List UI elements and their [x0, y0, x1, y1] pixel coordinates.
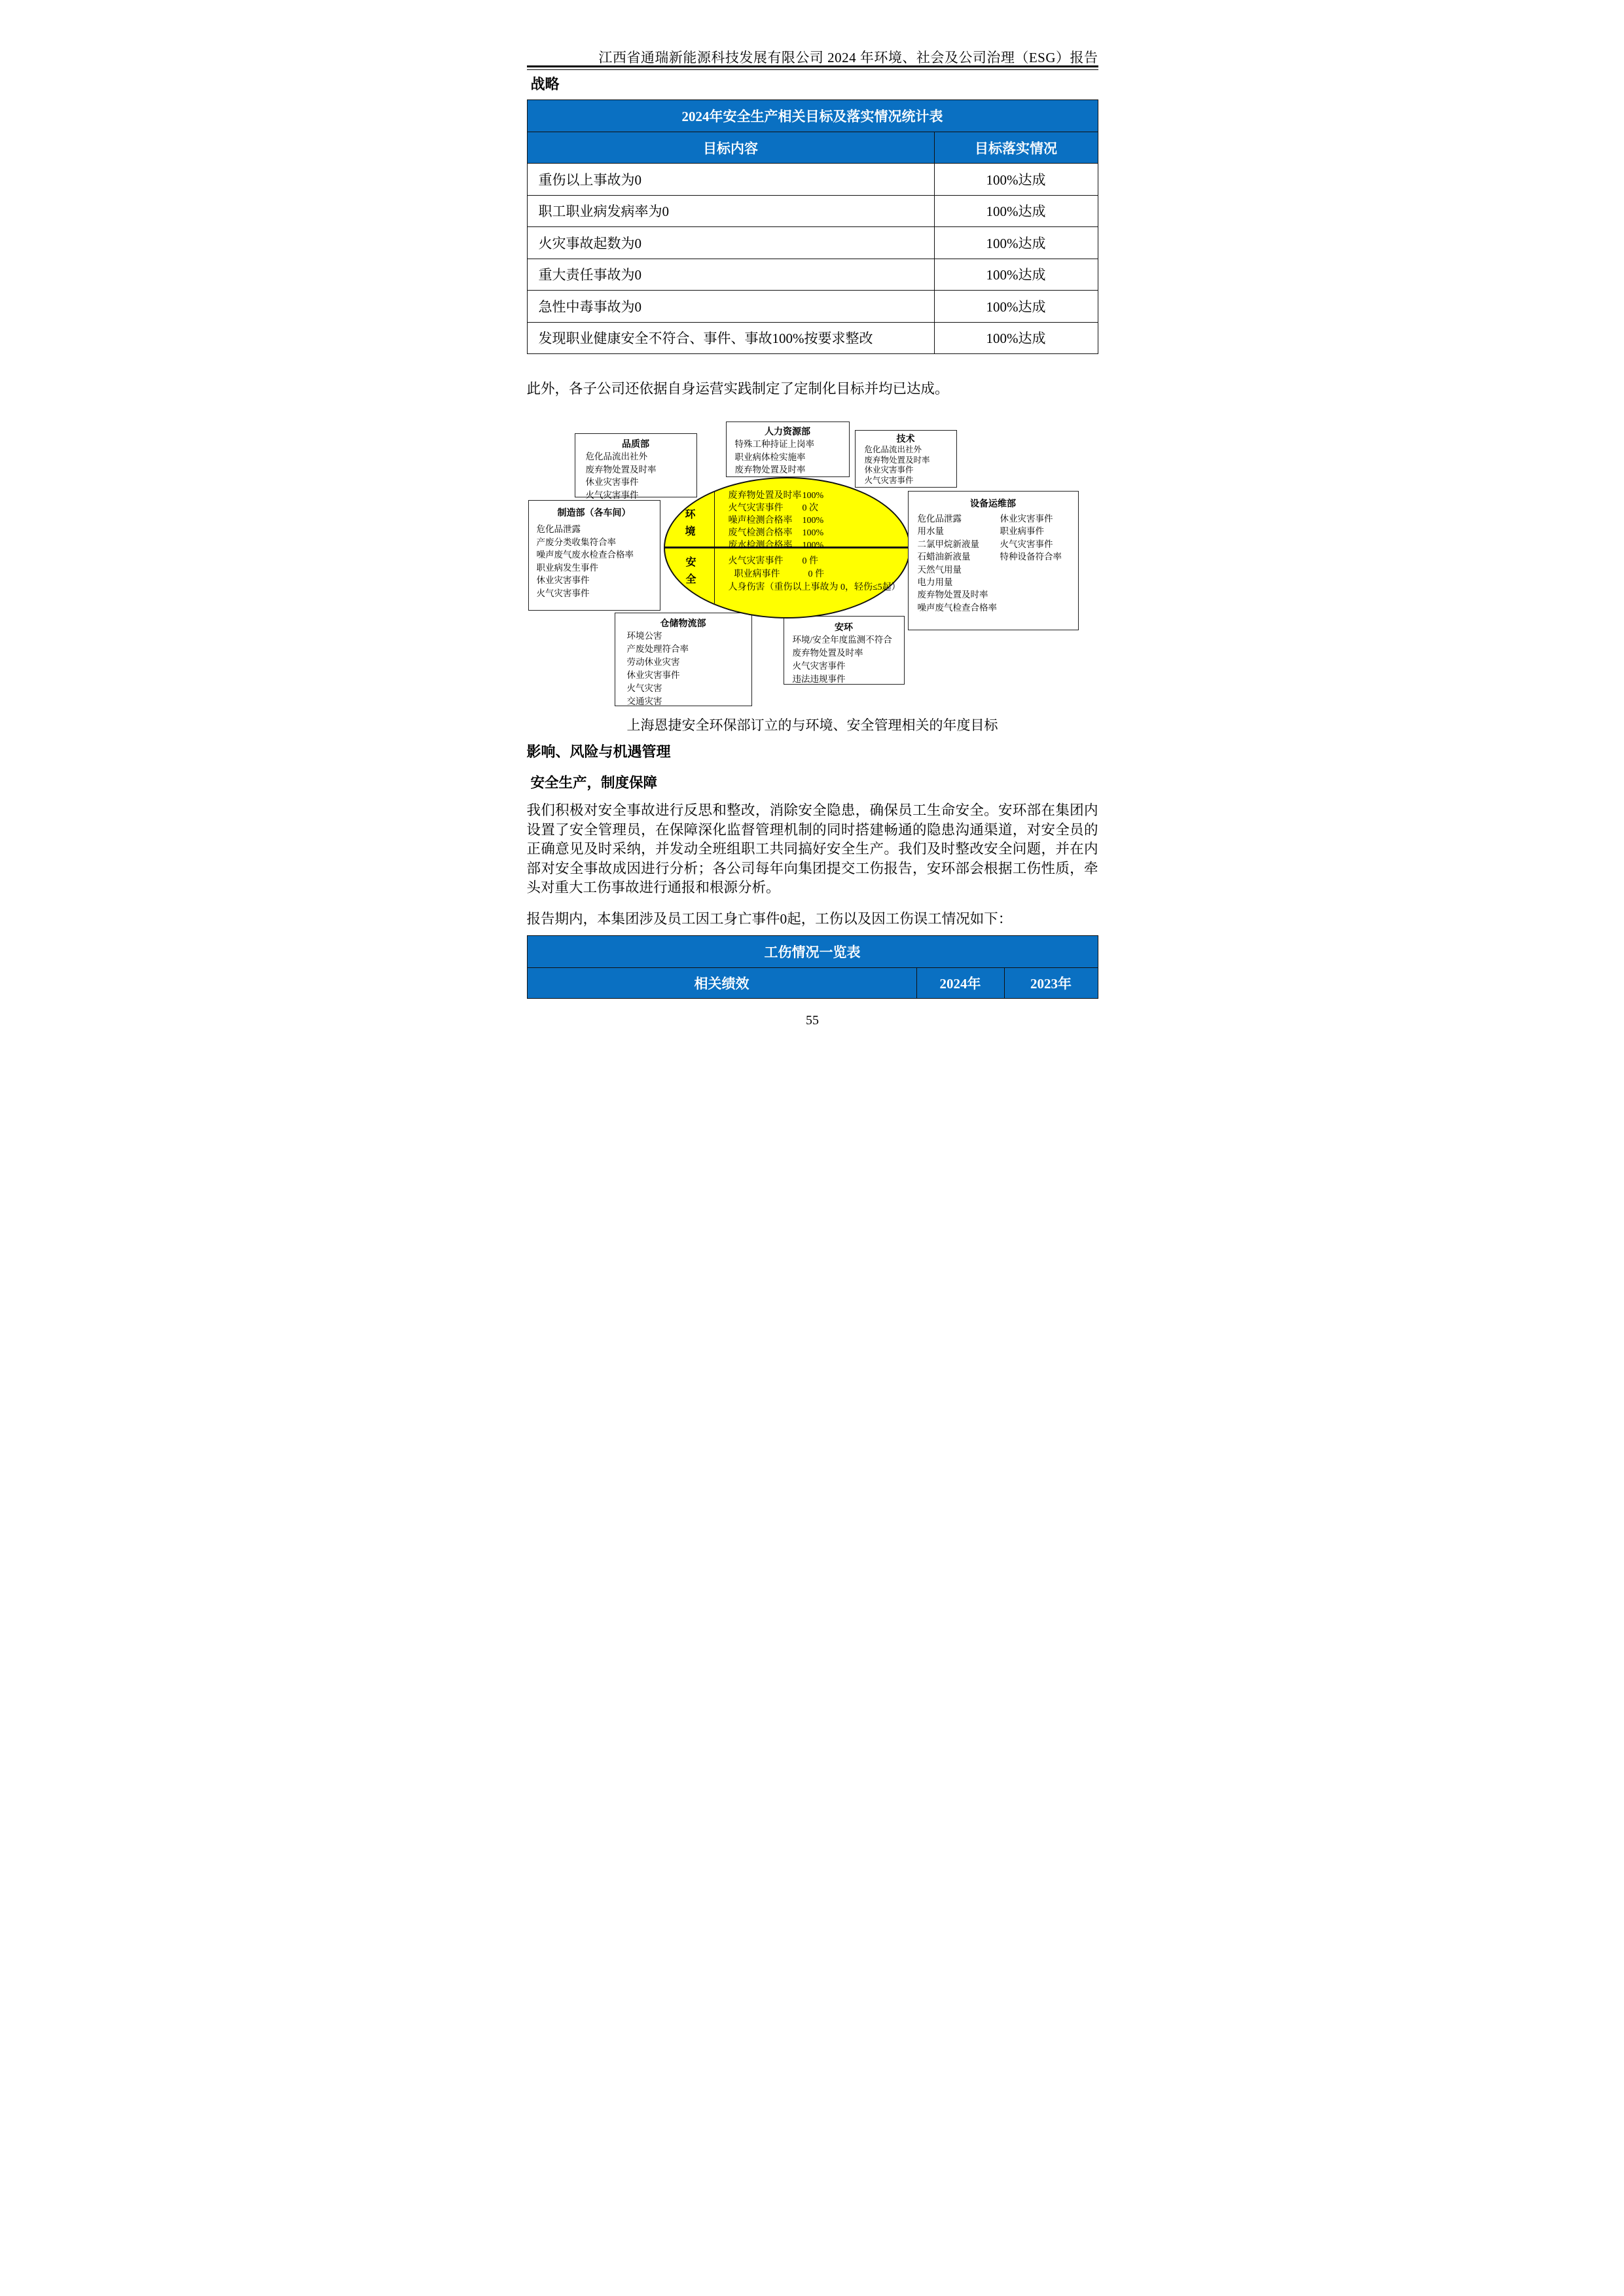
item-label: 噪声检测合格率	[728, 516, 793, 526]
safety-table-title: 2024年安全生产相关目标及落实情况统计表	[528, 100, 1098, 132]
target-cell: 发现职业健康安全不符合、事件、事故100%按要求整改	[528, 323, 935, 354]
column-header-status: 目标落实情况	[975, 140, 1057, 156]
dept-box-title: 制造部（各车间）	[557, 507, 631, 518]
dept-box-item: 交通灾害	[626, 696, 662, 706]
dept-box-item: 天然气用量	[917, 564, 962, 575]
status-cell: 100%达成	[986, 298, 1046, 315]
page-number: 55	[806, 1013, 819, 1028]
safety-production-subheading: 安全生产，制度保障	[530, 775, 658, 791]
dept-box-item: 危化品泄露	[536, 524, 581, 534]
dept-box-item: 废弃物处置及时率	[917, 590, 988, 600]
item-label: 火气灾害事件	[728, 556, 784, 566]
env-target-list	[729, 490, 824, 552]
dept-box-item: 火气灾害事件	[536, 588, 590, 598]
injury-note: 人身伤害（重伤以上事故为 0，轻伤≤5起）	[728, 583, 901, 592]
safety-target-item	[729, 568, 825, 581]
column-header-performance: 相关绩效	[528, 968, 917, 998]
dept-box-item: 职业病发生事件	[536, 562, 598, 573]
dept-box-item: 噪声废气检查合格率	[917, 602, 997, 613]
safety-section-label: 安全	[685, 557, 696, 585]
item-label: 废水检测合格率	[728, 541, 793, 550]
dept-box-technology	[855, 430, 957, 488]
dept-box-warehouse-logistics	[615, 613, 752, 706]
status-cell: 100%达成	[986, 267, 1046, 283]
item-label: 火气灾害事件	[728, 503, 784, 513]
status-cell: 100%达成	[986, 235, 1046, 251]
item-value: 0 件	[802, 556, 818, 566]
diagram-caption: 上海恩捷安全环保部订立的与环境、安全管理相关的年度目标	[626, 717, 998, 733]
dept-box-item: 劳动休业灾害	[626, 657, 680, 667]
dept-box-item: 环境/安全年度监测不符合	[792, 635, 892, 645]
injury-table-title: 工伤情况一览表	[528, 936, 1098, 967]
safety-target-list	[729, 555, 825, 581]
target-cell: 重伤以上事故为0	[528, 164, 935, 195]
env-section-label: 环境	[685, 509, 696, 537]
section-heading-strategy: 战略	[530, 76, 560, 92]
dept-box-equipment-ops	[908, 491, 1079, 630]
custom-targets-paragraph: 此外，各子公司还依据自身运营实践制定了定制化目标并均已达成。	[526, 381, 949, 397]
dept-box-ehs	[784, 616, 905, 685]
header-rule-thin	[527, 69, 1098, 70]
safety-target-item	[729, 555, 825, 568]
env-target-item	[729, 502, 824, 514]
dept-box-item: 休业灾害事件	[626, 670, 680, 680]
status-cell: 100%达成	[986, 331, 1046, 347]
target-cell: 急性中毒事故为0	[528, 291, 935, 322]
injury-table-header-row	[528, 967, 1098, 998]
item-value: 100%	[802, 528, 824, 538]
item-value: 0 件	[808, 569, 824, 579]
dept-box-title: 技术	[896, 433, 915, 444]
env-target-item	[729, 539, 824, 552]
dept-box-title: 人力资源部	[765, 426, 810, 437]
dept-box-item: 危化品流出社外	[585, 452, 647, 461]
item-value: 100%	[802, 491, 824, 501]
header-rule-thick	[527, 65, 1098, 67]
item-label: 废气检测合格率	[728, 528, 793, 538]
target-cell: 火灾事故起数为0	[528, 227, 935, 259]
dept-box-item: 二氯甲烷新液量	[917, 539, 979, 549]
item-label: 废弃物处置及时率	[728, 491, 802, 501]
dept-box-item: 违法违规事件	[792, 674, 846, 684]
status-cell: 100%达成	[986, 171, 1046, 188]
dept-box-item: 火气灾害事件	[1000, 539, 1053, 549]
dept-box-item: 休业灾害事件	[864, 465, 914, 475]
dept-box-item: 火气灾害事件	[864, 475, 914, 485]
dept-box-item: 环境公害	[626, 631, 662, 641]
dept-box-item: 废弃物处置及时率	[734, 465, 806, 475]
dept-box-title: 品质部	[622, 439, 649, 449]
target-cell: 重大责任事故为0	[528, 259, 935, 291]
dept-box-item: 火气灾害事件	[585, 490, 639, 500]
table-row	[528, 226, 1098, 259]
dept-box-item: 产废处理符合率	[626, 644, 689, 654]
dept-box-item: 电力用量	[917, 577, 953, 588]
dept-box-title: 仓储物流部	[660, 618, 706, 628]
dept-box-item: 危化品流出社外	[864, 445, 922, 454]
column-header-2023: 2023年	[1030, 976, 1072, 992]
impact-risk-heading: 影响、风险与机遇管理	[526, 744, 671, 760]
table-row	[528, 259, 1098, 291]
item-value: 100%	[802, 516, 824, 526]
dept-box-item: 特种设备符合率	[1000, 552, 1062, 562]
dept-box-item: 职业病体检实施率	[734, 452, 806, 462]
column-header-2024: 2024年	[917, 968, 1005, 998]
dept-box-item: 噪声废气废水检查合格率	[536, 550, 634, 560]
item-value: 100%	[802, 541, 824, 550]
column-header-target: 目标内容	[528, 132, 935, 163]
table-row	[528, 322, 1098, 354]
dept-box-human-resources	[726, 422, 850, 477]
injury-table	[527, 935, 1098, 999]
table-row	[528, 163, 1098, 195]
equipment-items-right-column	[1000, 512, 1062, 564]
dept-box-item: 产废分类收集符合率	[536, 537, 616, 547]
safety-targets-table	[527, 99, 1098, 354]
dept-box-item: 用水量	[917, 526, 944, 537]
dept-box-title: 设备运维部	[970, 498, 1016, 509]
dept-box-item: 石蜡油新液量	[917, 552, 971, 562]
dept-box-item: 休业灾害事件	[585, 477, 639, 487]
page-header-title: 江西省通瑞新能源科技发展有限公司 2024 年环境、社会及公司治理（ESG）报告	[598, 50, 1098, 65]
dept-box-item: 废弃物处置及时率	[864, 455, 930, 465]
report-page	[406, 0, 1218, 1148]
safety-management-paragraph: 我们积极对安全事故进行反思和整改，消除安全隐患，确保员工生命安全。安环部在集团内设置了安全管理员，在保障深化监督管理机制的同时搭建畅通的隐患沟通渠道，对安全员的正确意见及时采纳，并发动全班组职工共同搞好安全生产。我们及时整改安全问题，并在内部对安全事故成因进行分析；各公司每年向集团提交工伤报告，安环部会根据工伤性质，牵头对重大工伤事故进行通报和根源分析。	[526, 802, 1098, 896]
dept-box-item: 火气灾害事件	[792, 661, 846, 671]
status-cell: 100%达成	[986, 204, 1046, 220]
env-target-item	[729, 490, 824, 502]
ellipse-vertical-divider	[714, 491, 715, 603]
dept-box-item: 休业灾害事件	[536, 575, 590, 585]
item-label: 职业病事件	[734, 569, 780, 579]
env-target-item	[729, 514, 824, 527]
dept-box-manufacturing	[528, 500, 660, 611]
dept-box-item: 废弃物处置及时率	[585, 464, 657, 475]
dept-box-item: 废弃物处置及时率	[792, 648, 863, 658]
reporting-period-note: 报告期内，本集团涉及员工因工身亡事件0起，工伤以及因工伤误工情况如下：	[526, 911, 1013, 927]
table-row	[528, 290, 1098, 322]
dept-box-title: 安环	[835, 622, 853, 632]
dept-box-item: 休业灾害事件	[1000, 514, 1053, 524]
dept-box-item: 火气灾害	[626, 683, 662, 693]
item-value: 0 次	[802, 503, 818, 513]
dept-box-item: 特殊工种持证上岗率	[734, 439, 814, 449]
dept-box-quality	[575, 433, 697, 500]
dept-box-item: 职业病事件	[1000, 526, 1044, 537]
table-row	[528, 195, 1098, 227]
env-target-item	[729, 527, 824, 539]
safety-table-header-row	[528, 132, 1098, 163]
dept-box-item: 危化品泄露	[917, 514, 962, 524]
target-cell: 职工职业病发病率为0	[528, 196, 935, 227]
